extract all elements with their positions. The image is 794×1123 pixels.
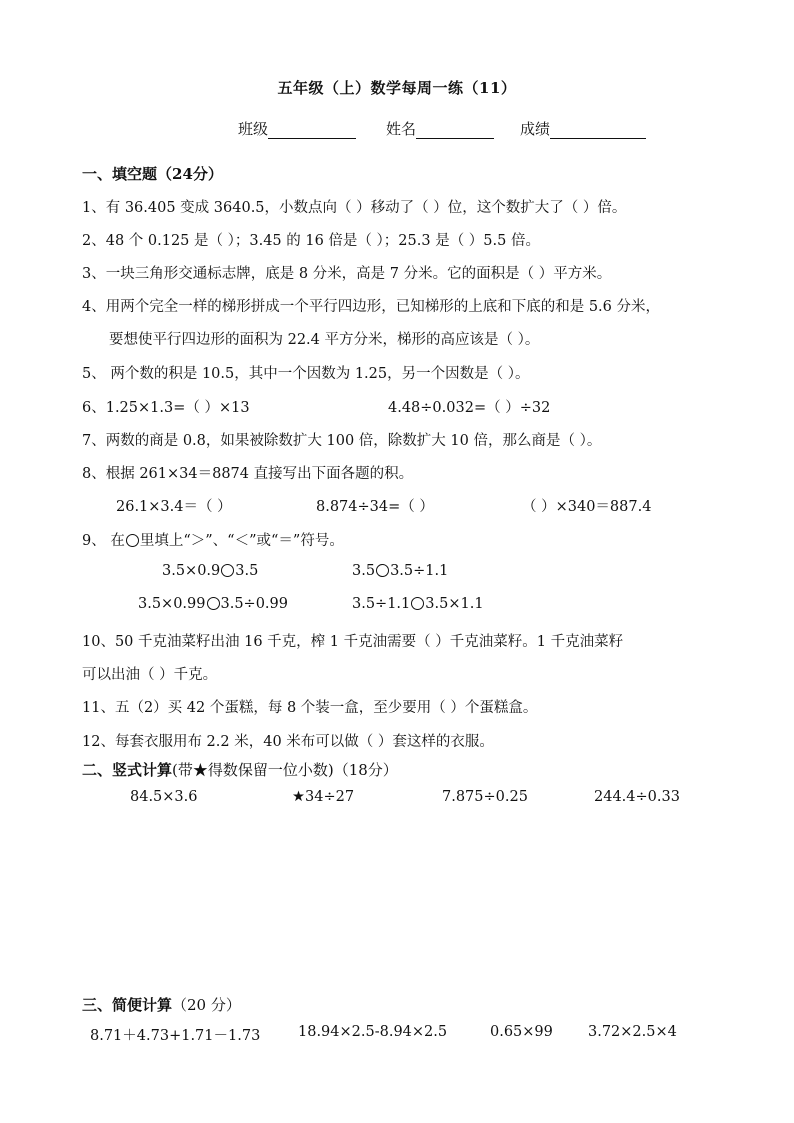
name-field [386, 118, 494, 139]
circle-icon [207, 597, 220, 610]
question-10-cont: 可以出油（ ）千克。 [82, 667, 218, 683]
question-7: 7、两数的商是 0.8，如果被除数扩大 100 倍，除数扩大 10 倍，那么商是（ ）。 [82, 433, 602, 449]
question-8c: （ ）×340＝887.4 [522, 499, 652, 515]
section2-note: (带★得数保留一位小数)（18分） [172, 761, 398, 779]
compare-2 [352, 563, 448, 579]
section3-note: （20 分） [172, 996, 241, 1014]
compare-1 [162, 563, 258, 579]
question-8: 8、根据 261×34＝8874 直接写出下面各题的积。 [82, 466, 414, 482]
section2-title: 二、竖式计算 [82, 761, 173, 779]
circle-icon [376, 564, 389, 577]
compare-2-left: 3.5 [352, 563, 376, 579]
question-3: 3、一块三角形交通标志牌，底是 8 分米，高是 7 分米。它的面积是（ ）平方米。 [82, 266, 612, 282]
section2-heading [82, 759, 398, 780]
vertical-calc-2: ★34÷27 [292, 789, 355, 805]
vertical-calc-4: 244.4÷0.33 [594, 789, 680, 805]
class-field [238, 118, 356, 139]
question-5: 5、 两个数的积是 10.5，其中一个因数为 1.25，另一个因数是（ ）。 [82, 366, 530, 382]
question-2: 2、48 个 0.125 是（ ）；3.45 的 16 倍是（ ）；25.3 是（ ）5.5 倍。 [82, 233, 540, 249]
question-10: 10、50 千克油菜籽出油 16 千克，榨 1 千克油需要（ ）千克油菜籽。1 千克油菜籽 [82, 634, 624, 650]
question-6a: 6、1.25×1.3=（ ）×13 [82, 400, 250, 416]
class-label: 班级 [238, 120, 269, 138]
compare-4 [352, 596, 484, 612]
compare-3 [138, 596, 288, 612]
score-field [520, 118, 646, 139]
compare-1-left: 3.5×0.9 [162, 563, 221, 579]
question-4: 4、用两个完全一样的梯形拼成一个平行四边形，已知梯形的上底和下底的和是 5.6 分米， [82, 299, 660, 315]
question-6b: 4.48÷0.032=（ ）÷32 [388, 400, 551, 416]
vertical-calc-1: 84.5×3.6 [130, 789, 198, 805]
name-label: 姓名 [386, 120, 417, 138]
question-11: 11、五（2）买 42 个蛋糕，每 8 个装一盒，至少要用（ ）个蛋糕盒。 [82, 700, 538, 716]
question-12: 12、每套衣服用布 2.2 米，40 米布可以做（ ）套这样的衣服。 [82, 734, 494, 750]
simple-calc-4: 3.72×2.5×4 [588, 1024, 677, 1040]
class-blank [268, 122, 356, 139]
simple-calc-3: 0.65×99 [490, 1024, 553, 1040]
compare-4-left: 3.5÷1.1 [352, 596, 411, 612]
simple-calc-1: 8.71＋4.73+1.71－1.73 [90, 1028, 261, 1044]
circle-icon [411, 597, 424, 610]
vertical-calc-3: 7.875÷0.25 [442, 789, 528, 805]
section3-heading [82, 994, 241, 1015]
circle-icon [126, 534, 139, 547]
simple-calc-2: 18.94×2.5-8.94×2.5 [298, 1024, 448, 1040]
score-label: 成绩 [520, 120, 551, 138]
question-8a: 26.1×3.4＝（ ） [116, 499, 232, 515]
question-9 [82, 529, 344, 550]
question-1: 1、有 36.405 变成 3640.5，小数点向（ ）移动了（ ）位，这个数扩大了（ ）倍。 [82, 200, 627, 216]
compare-4-right: 3.5×1.1 [425, 596, 484, 612]
circle-icon [221, 564, 234, 577]
compare-3-left: 3.5×0.99 [138, 596, 206, 612]
name-blank [416, 122, 494, 139]
section3-title: 三、简便计算 [82, 996, 173, 1014]
question-8b: 8.874÷34=（ ） [316, 499, 434, 515]
question-4-cont: 要想使平行四边形的面积为 22.4 平方分米，梯形的高应该是（ ）。 [109, 332, 540, 348]
compare-1-right: 3.5 [235, 563, 259, 579]
score-blank [550, 122, 646, 139]
compare-2-right: 3.5÷1.1 [390, 563, 449, 579]
section1-heading: 一、填空题（24分） [82, 165, 223, 183]
page-title: 五年级（上）数学每周一练（11） [277, 79, 517, 97]
compare-3-right: 3.5÷0.99 [220, 596, 288, 612]
question-9-suffix: 里填上“＞”、“＜”或“＝”符号。 [139, 533, 344, 549]
question-9-prefix: 9、 在 [82, 533, 125, 549]
